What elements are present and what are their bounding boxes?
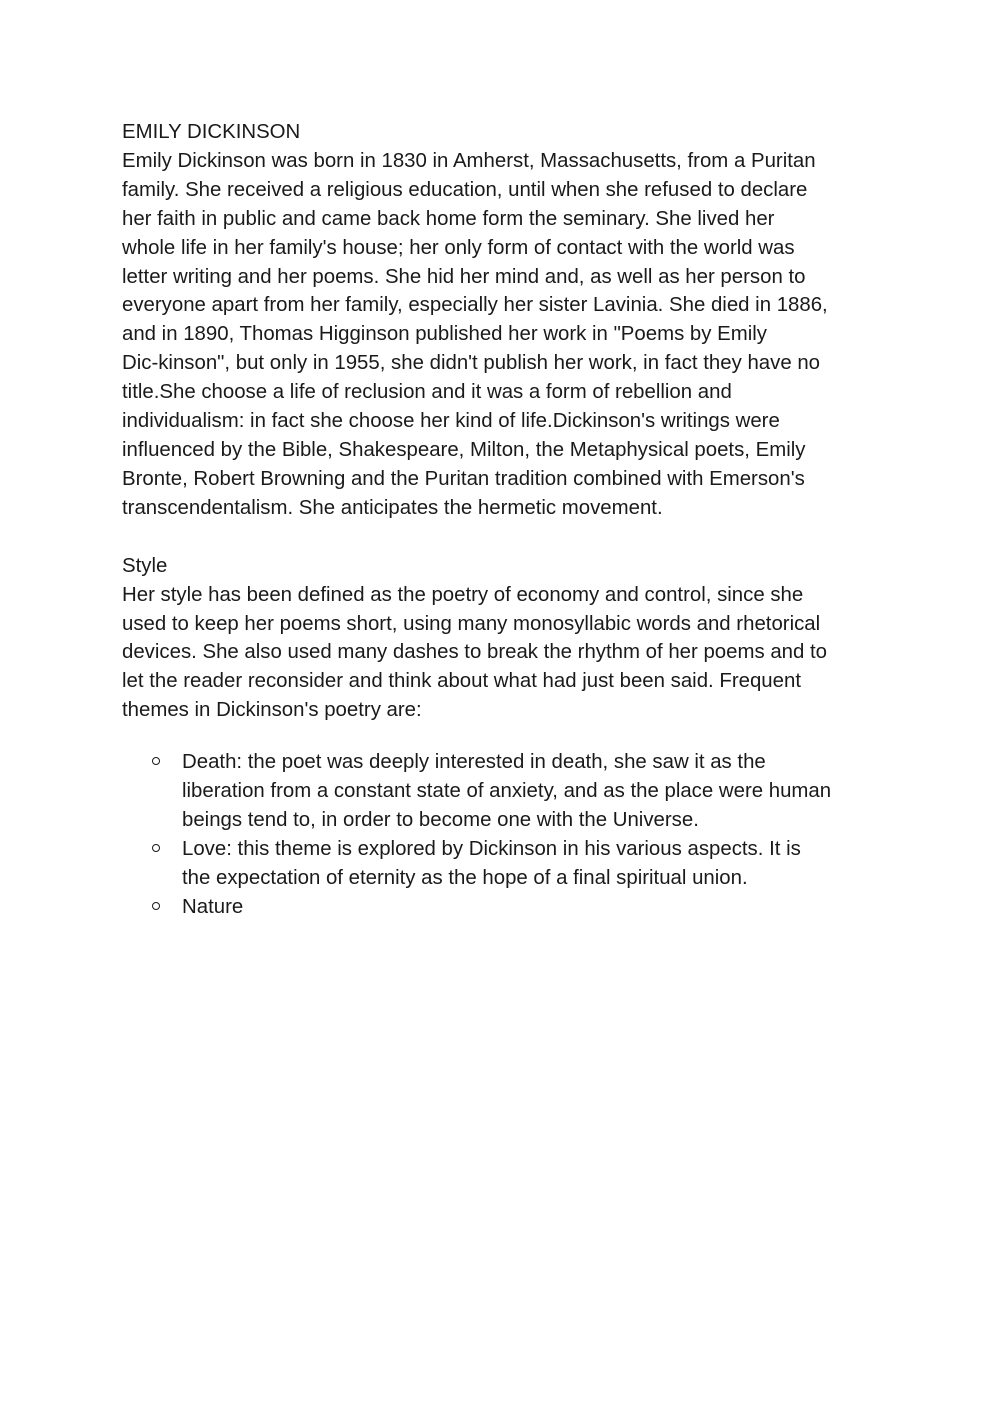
list-spacer xyxy=(122,725,902,748)
document-page xyxy=(122,118,902,922)
list-item-text: Death: the poet was deeply interested in death, she saw it as the liberation from a constant state of anxiety, and as the place were human beings tend to, in order to become one with the Universe. xyxy=(182,751,832,831)
list-item-text: Nature xyxy=(182,895,244,918)
intro-paragraph: Emily Dickinson was born in 1830 in Amherst, Massachusetts, from a Puritan family. She received a religious education, until when she refused to declare her faith in public and came back home form the seminary. She lived her whole life in her family's house; her only form of contact with the world was letter writing and her poems. She hid her mind and, as well as her person to everyone apart from her family, especially her sister Lavinia. She died in 1886, and in 1890, Thomas Higginson published her work in "Poems by Emily Dic-kinson", but only in 1955, she didn't publish her work, in fact they have no title.She choose a life of reclusion and it was a form of rebellion and individualism: in fact she choose her kind of life.Dickinson's writings were influenced by the Bible, Shakespeare, Milton, the Metaphysical poets, Emily Bronte, Robert Browning and the Puritan tradition combined with Emerson's transcendentalism. She anticipates the hermetic movement. xyxy=(122,149,828,519)
document-title: EMILY DICKINSON xyxy=(122,121,301,143)
themes-list xyxy=(122,748,902,921)
list-item-text: Love: this theme is explored by Dickinson in his various aspects. It is the expectation of eternity as the hope of a final spiritual union. xyxy=(182,837,801,889)
section-heading-style: Style xyxy=(122,554,168,577)
hollow-circle-bullet-icon xyxy=(152,902,160,910)
list-item-love xyxy=(122,835,902,893)
hollow-circle-bullet-icon xyxy=(152,844,160,852)
list-item-death xyxy=(122,748,902,835)
paragraph-spacer xyxy=(122,523,902,552)
style-paragraph: Her style has been defined as the poetry of economy and control, since she used to keep her poems short, using many monosyllabic words and rhetorical devices. She also used many dashes to break the rhythm of her poems and to let the reader reconsider and think about what had just been said. Frequent themes in Dickinson's poetry are: xyxy=(122,583,828,722)
list-item-nature xyxy=(122,893,902,922)
hollow-circle-bullet-icon xyxy=(152,757,160,765)
